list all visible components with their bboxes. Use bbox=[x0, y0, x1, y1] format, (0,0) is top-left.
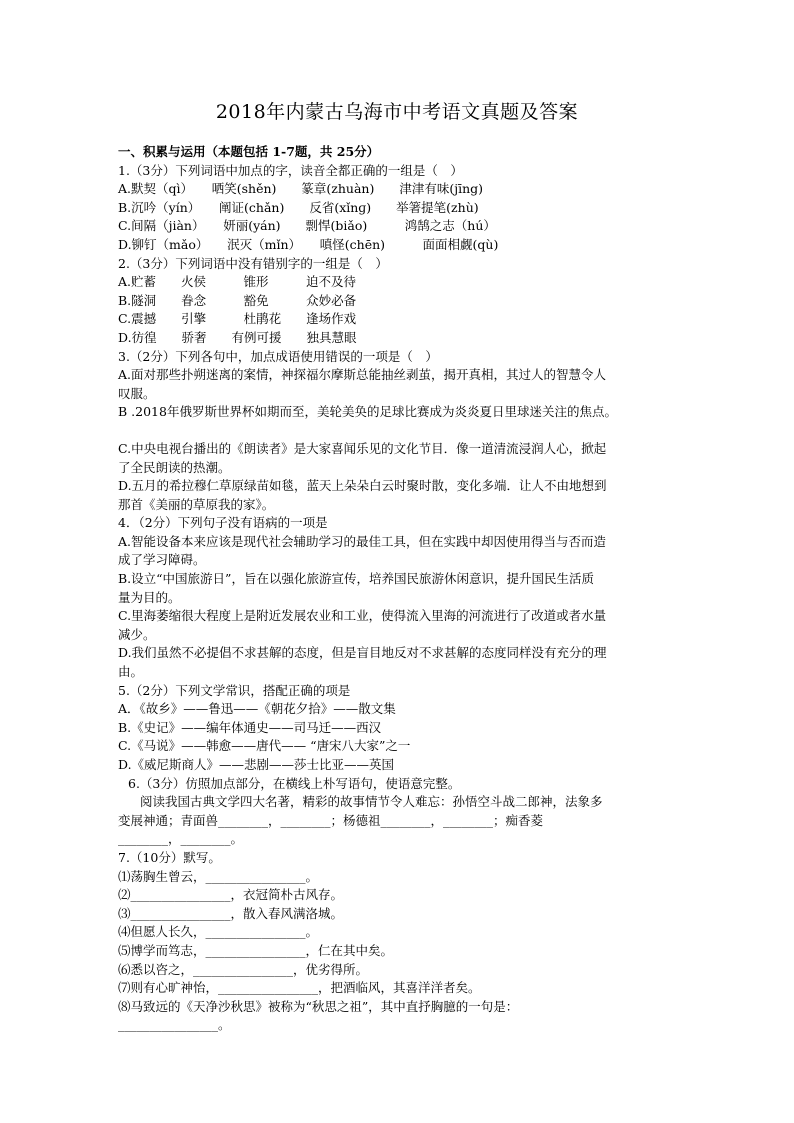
question-7-item-3: ⑶________________，散入春风满洛城。 bbox=[118, 905, 344, 921]
question-5-option-b: B.《史记》——编年体通史——司马迁——西汉 bbox=[118, 719, 382, 735]
question-7-item-4: ⑷但愿人长久，________________。 bbox=[118, 924, 319, 940]
question-3-option-a-line1: A.面对那些扑朔迷离的案情，神探福尔摩斯总能抽丝剥茧，揭开真相，其过人的智慧令人 bbox=[118, 367, 607, 383]
question-7-item-1: ⑴荡胸生曾云，________________。 bbox=[118, 868, 319, 884]
question-3-option-c-line2: 了全民朗读的热潮。 bbox=[118, 459, 231, 475]
question-2-stem: 2.（3分）下列词语中没有错别字的一组是（ ） bbox=[118, 255, 388, 271]
question-5-option-d: D.《威尼斯商人》——悲剧——莎士比亚——英国 bbox=[118, 757, 395, 772]
question-7-item-7: ⑺则有心旷神怡，________________，把酒临风，其喜洋洋者矣。 bbox=[118, 980, 481, 996]
question-3-option-b: B .2018年俄罗斯世界杯如期而至，美轮美奂的足球比赛成为炎炎夏日里球迷关注的焦点。 bbox=[118, 404, 617, 420]
question-4-option-c-line2: 减少。 bbox=[118, 626, 156, 642]
section-heading: 一、积累与运用（本题包括 1-7题，共 25分） bbox=[118, 144, 380, 159]
question-2-option-b: B.隧洞 眷念 豁免 众妙必备 bbox=[118, 292, 357, 308]
question-4-option-b-line2: 量为目的。 bbox=[118, 589, 181, 605]
question-6-line2: 变展神通；青面兽________，________；杨德祖________，________；痴香菱 bbox=[118, 812, 544, 828]
question-6-stem: 6.（3分）仿照加点部分，在横线上朴写语句，使语意完整。 bbox=[128, 775, 461, 791]
question-7-stem: 7.（10分）默写。 bbox=[118, 849, 221, 865]
question-4-option-d-line2: 由。 bbox=[118, 664, 144, 680]
question-4-option-d-line1: D.我们虽然不必提倡不求甚解的态度，但是盲目地反对不求甚解的态度同样没有充分的理 bbox=[118, 645, 607, 661]
question-5-option-a: A．《故乡》——鲁迅——《朝花夕拾》——散文集 bbox=[118, 701, 396, 717]
question-3-option-d-line2: 那首《美丽的草原我的家》。 bbox=[118, 496, 275, 512]
document-title: 2018年内蒙古乌海市中考语文真题及答案 bbox=[215, 101, 579, 123]
question-5-option-c: C.《马说》——韩愈——唐代—— “唐宋八大家”之一 bbox=[118, 738, 411, 754]
question-4-option-c-line1: C.里海萎缩很大程度上是附近发展农业和工业，使得流入里海的河流进行了改道或者水量 bbox=[118, 608, 607, 624]
question-3-stem: 3.（2分）下列各句中，加点成语使用错误的一项是（ ） bbox=[118, 348, 438, 364]
question-7-item-5: ⑸博学而笃志，________________，仁在其中矣。 bbox=[118, 942, 394, 958]
question-4-option-b-line1: B.设立“中国旅游日”，旨在以强化旅游宣传，培养国民旅游休闲意识，提升国民生活质 bbox=[118, 571, 594, 587]
question-4-option-a-line1: A.智能设备本来应该是现代社会辅助学习的最佳工具，但在实践中却因使用得当与否而造 bbox=[118, 533, 607, 549]
question-1-option-d: D.铆钉（mǎo） 泯灭（mǐn） 嗔怪(chēn) 面面相觑(qù) bbox=[118, 236, 499, 252]
question-5-stem: 5.（2分）下列文学常识，搭配正确的项是 bbox=[118, 682, 351, 698]
question-4-option-a-line2: 成了学习障碍。 bbox=[118, 552, 206, 568]
question-7-item-8-blank: ________________。 bbox=[118, 1017, 231, 1033]
question-7-item-6: ⑹悉以咨之，________________，优劣得所。 bbox=[118, 961, 369, 977]
blank-gap bbox=[118, 422, 678, 440]
document-body bbox=[118, 143, 678, 1035]
question-6-line1: 阅读我国古典文学四大名著，精彩的故事情节令人难忘：孙悟空斗战二郎神，法象多 bbox=[140, 794, 603, 810]
question-7-item-8: ⑻马致远的《天净沙秋思》被称为“秋思之祖”，其中直抒胸臆的一句是： bbox=[118, 998, 519, 1014]
question-1-option-c: C.间隔（jiàn） 妍丽(yán) 剽悍(biǎo) 鸿鹄之志（hú） bbox=[118, 218, 496, 234]
question-3-option-c-line1: C.中央电视台播出的《朗读者》是大家喜闻乐见的文化节目．像一道清流浸润人心，掀起 bbox=[118, 440, 607, 456]
question-7-item-2: ⑵________________，衣冠简朴古风存。 bbox=[118, 887, 344, 903]
question-1-option-a: A.默契（qì） 哂笑(shěn) 篆章(zhuàn) 津津有味(jīng) bbox=[118, 181, 484, 197]
question-1-stem: 1.（3分）下列词语中加点的字，读音全都正确的一组是（ ） bbox=[118, 162, 463, 178]
question-2-option-a: A.贮蓄 火侯 锥形 迫不及待 bbox=[118, 274, 357, 290]
question-3-option-d-line1: D.五月的希拉穆仁草原绿苗如毯，蓝天上朵朵白云时聚时散，变化多端．让人不由地想到 bbox=[118, 478, 607, 494]
question-6-line3: ________，________。 bbox=[118, 831, 244, 847]
question-2-option-d: D.彷徨 骄奢 有例可援 独具慧眼 bbox=[118, 329, 357, 345]
question-3-option-a-line2: 叹服。 bbox=[118, 385, 156, 401]
question-4-stem: 4．（2分）下列句子没有语病的一项是 bbox=[118, 515, 328, 531]
question-2-option-c: C.震撼 引擎 杜鹃花 逢场作戏 bbox=[118, 311, 357, 327]
question-1-option-b: B.沉吟（yín） 阐证(chǎn) 反省(xǐnɡ) 举箸提笔(zhù) bbox=[118, 199, 479, 215]
